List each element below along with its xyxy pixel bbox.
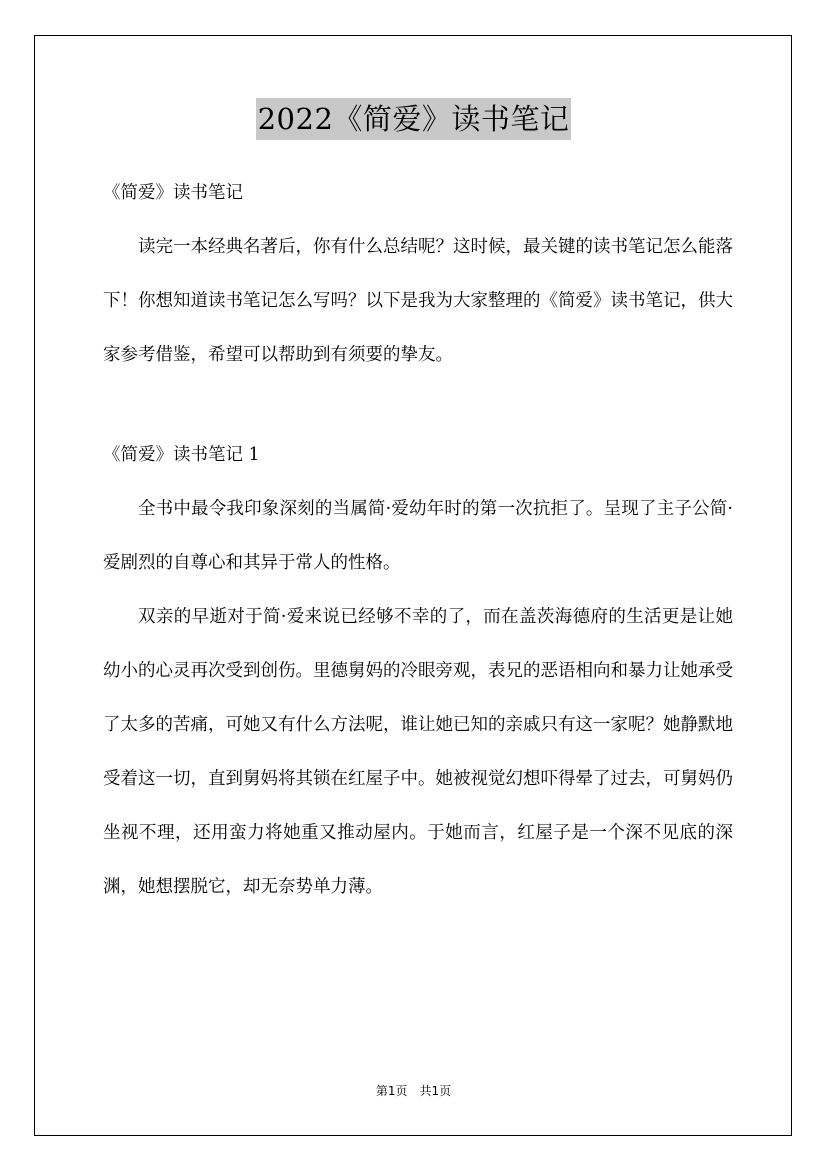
- section1-heading: 《简爱》读书笔记 1: [103, 445, 260, 465]
- intro-heading: 《简爱》读书笔记: [103, 183, 243, 203]
- section-spacer: [103, 382, 733, 428]
- document-title: 2022《简爱》读书笔记: [256, 98, 572, 140]
- document-body: [103, 166, 733, 914]
- title-container: [0, 98, 827, 140]
- section1-paragraph-1: 全书中最令我印象深刻的当属简·爱幼年时的第一次抗拒了。呈现了主子公简·爱剧烈的自尊心和其异于常人的性格。: [103, 499, 733, 573]
- page-number: 第1页 共1页: [375, 1084, 452, 1098]
- page-footer: [0, 1082, 827, 1099]
- section1-paragraph-2: 双亲的早逝对于简·爱来说已经够不幸的了，而在盖茨海德府的生活更是让她幼小的心灵再次受到创伤。里德舅妈的冷眼旁观，表兄的恶语相向和暴力让她承受了太多的苦痛，可她又有什么方法呢，谁让她已知的亲戚只有这一家呢？她静默地受着这一切，直到舅妈将其锁在红屋子中。她被视觉幻想吓得晕了过去，可舅妈仍坐视不理，还用蛮力将她重又推动屋内。于她而言，红屋子是一个深不见底的深渊，她想摆脱它，却无奈势单力薄。: [103, 607, 733, 897]
- intro-paragraph: 读完一本经典名著后，你有什么总结呢？这时候，最关键的读书笔记怎么能落下！你想知道读书笔记怎么写吗？以下是我为大家整理的《简爱》读书笔记，供大家参考借鉴，希望可以帮助到有须要的挚友。: [103, 237, 733, 365]
